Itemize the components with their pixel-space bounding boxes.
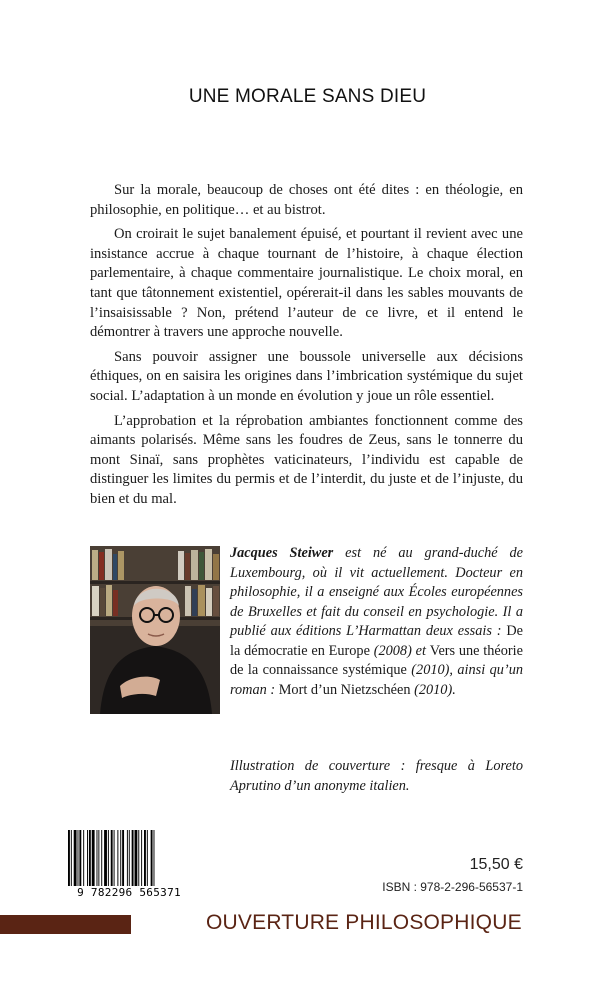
barcode-bar (101, 830, 102, 886)
series-color-bar (0, 915, 131, 934)
barcode-bar (78, 830, 79, 886)
barcode-bar (151, 830, 153, 886)
author-bio-text: est né au grand-duché de Luxembourg, où il vit actuellement. Docteur en philosophie, il a enseigné aux Écoles européennes de Bruxelles et fait du conseil en psychologie. Il a publié aux éditions L’Harmattan deux essais : (230, 545, 523, 639)
author-photo (90, 546, 220, 714)
barcode-bar (89, 830, 91, 886)
series-name: OUVERTURE PHILOSOPHIQUE (206, 911, 522, 934)
barcode-bar (79, 830, 81, 886)
barcode-bar (147, 830, 148, 886)
blurb-paragraph: L’approbation et la réprobation ambiantes fonctionnent comme des aimants polarisés. Même sans les foudres de Zeus, sans le tonnerre du mont Sinaï, sans prophètes vaticinateurs, l’individu est capable de distinguer les limites du permis et de l’interdit, du juste et de l’injuste, du bien et du mal. (90, 412, 523, 507)
barcode-bar (98, 830, 99, 886)
barcode-bar (114, 830, 115, 886)
barcode (68, 830, 190, 886)
author-bio (230, 544, 523, 700)
barcode-bar (127, 830, 128, 886)
blurb-paragraph: Sur la morale, beaucoup de choses ont été dites : en théologie, en philosophie, en politique… et au bistrot. (90, 182, 523, 218)
barcode-bar (132, 830, 134, 886)
isbn: ISBN : 978-2-296-56537-1 (382, 880, 523, 894)
barcode-bar (87, 830, 88, 886)
barcode-bar (141, 830, 142, 886)
barcode-bar (117, 830, 118, 886)
barcode-bar (144, 830, 146, 886)
book-title-1: De la démocratie en Europe (230, 623, 523, 659)
author-portrait-image (90, 546, 220, 714)
barcode-bar (138, 830, 139, 886)
barcode-bar (92, 830, 95, 886)
barcode-bar (108, 830, 109, 886)
book-year-1: (2008) (369, 642, 416, 659)
back-cover-blurb (90, 181, 523, 515)
barcode-bar (154, 830, 155, 886)
barcode-bar (68, 830, 70, 886)
author-bio-text-2: ainsi qu’un roman : (230, 662, 523, 698)
barcode-bar (104, 830, 107, 886)
barcode-bar (129, 830, 130, 886)
blurb-paragraph: On croirait le sujet banalement épuisé, et pourtant il revient avec une insistance accrue à chaque tournant de l’histoire, à chaque élection parlementaire, à chaque commentaire journalistique. Le choix moral, en tant que tâtonnement existentiel, opérerait-il dans les sables mouvants de l’insaisissable ? Non, prétend l’auteur de ce livre, et il entend le démontrer à travers une approche nouvelle. (90, 226, 523, 341)
barcode-bar (111, 830, 113, 886)
barcode-bar (120, 830, 121, 886)
barcode-bar (83, 830, 84, 886)
barcode-bar (71, 830, 72, 886)
book-year-2: (2010), (406, 662, 458, 678)
book-title: UNE MORALE SANS DIEU (188, 86, 427, 107)
price: 15,50 € (469, 856, 523, 873)
book-year-3: (2010). (410, 681, 456, 698)
blurb-paragraph: Sans pouvoir assigner une boussole universelle aux décisions éthiques, on en saisira les origines dans l’imbrication systémique du sujet social. L’adaptation à un monde en évolution y joue un rôle essentiel. (90, 348, 523, 404)
barcode-bar (74, 830, 77, 886)
book-title-3: Mort d’un Nietzschéen (278, 681, 411, 698)
author-name: Jacques Steiwer (230, 545, 334, 561)
conjunction: et (415, 642, 430, 659)
barcode-bar (135, 830, 138, 886)
barcode-bar (97, 830, 98, 886)
book-title-2: Vers une théorie de la connaissance systémique (230, 642, 523, 678)
barcode-digits: 9 782296 565371 (77, 886, 181, 899)
cover-illustration-credit: Illustration de couverture : fresque à Loreto Aprutino d’un anonyme italien. (230, 758, 523, 794)
barcode-bar (122, 830, 124, 886)
